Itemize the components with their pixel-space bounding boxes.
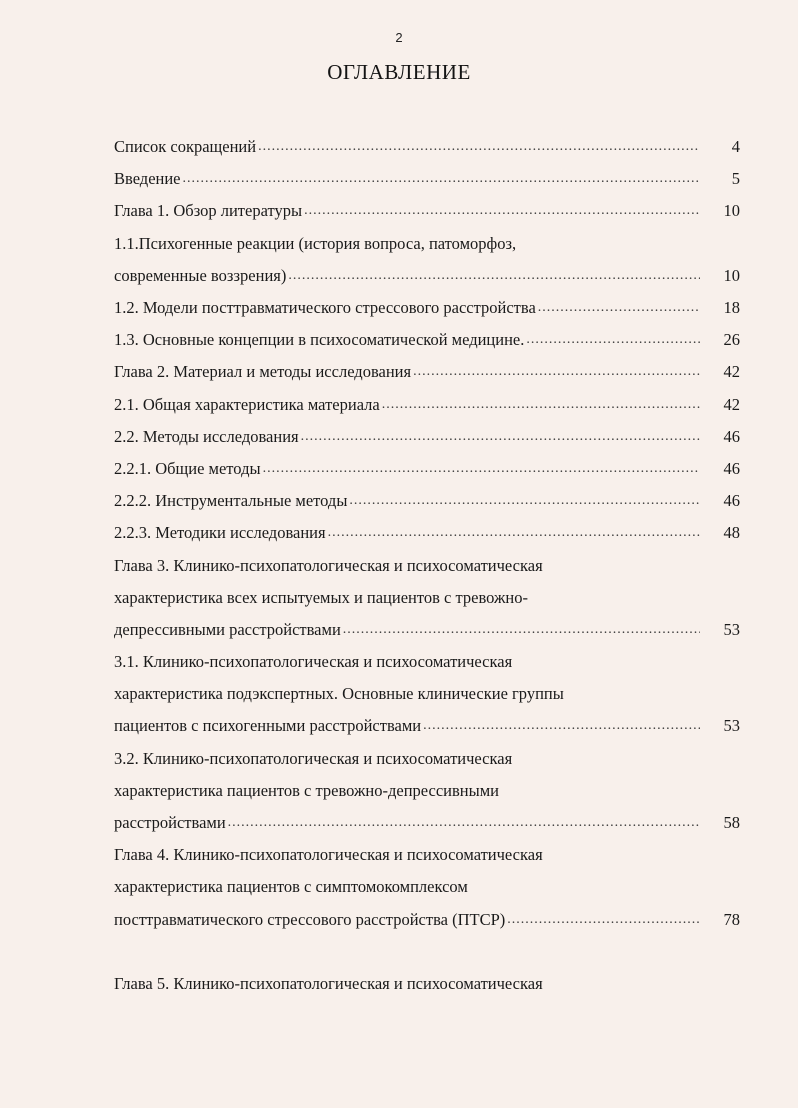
toc-entry-page: 18 (723, 298, 740, 318)
toc-entry-title: пациентов с психогенными расстройствами (114, 716, 422, 736)
toc-entry[interactable] (114, 582, 740, 614)
dot-leader (349, 489, 700, 509)
toc-entry-title: 2.2.3. Методики исследования (114, 523, 326, 543)
toc-entry-page: 78 (723, 909, 740, 929)
toc-entry-page: 46 (723, 458, 740, 478)
toc-entry-page: 4 (731, 137, 740, 157)
toc-entry-title: 3.2. Клинико-психопатологическая и психосоматическая (114, 748, 513, 768)
dot-leader (258, 135, 700, 155)
toc-entry-title: характеристика пациентов с тревожно-депрессивными (114, 780, 499, 800)
toc-entry[interactable] (114, 195, 740, 227)
dot-leader (288, 264, 700, 284)
dot-leader (183, 167, 700, 187)
toc-entry[interactable] (114, 871, 740, 903)
toc-entry[interactable] (114, 904, 740, 936)
toc-entry[interactable] (114, 163, 740, 195)
toc-entry-title: 2.1. Общая характеристика материала (114, 394, 380, 414)
toc-entry[interactable] (114, 614, 740, 646)
dot-leader (304, 199, 700, 219)
dot-leader (228, 811, 700, 831)
toc-entry[interactable] (114, 324, 740, 356)
toc-entry[interactable] (114, 710, 740, 742)
toc-entry[interactable] (114, 260, 740, 292)
toc-entry[interactable] (114, 356, 740, 388)
toc-entry[interactable] (114, 743, 740, 775)
toc-entry-page: 58 (723, 813, 740, 833)
toc-entry-title: депрессивными расстройствами (114, 619, 341, 639)
toc-entry-title: 2.2. Методы исследования (114, 426, 299, 446)
toc-entry-page: 10 (723, 265, 740, 285)
toc-entry-title: Введение (114, 169, 181, 189)
toc-entry[interactable] (114, 389, 740, 421)
toc-entry-title: Список сокращений (114, 137, 257, 157)
dot-leader (538, 296, 700, 316)
toc-entry-title: посттравматического стрессового расстройства (ПТСР) (114, 909, 506, 929)
dot-leader (328, 521, 700, 541)
toc-entry-page: 5 (731, 169, 740, 189)
toc-entry-page: 42 (723, 394, 740, 414)
toc-gap (114, 936, 740, 968)
toc-entry-title: Глава 4. Клинико-психопатологическая и психосоматическая (114, 845, 543, 865)
toc-entry-title: характеристика всех испытуемых и пациентов с тревожно- (114, 587, 528, 607)
toc-entry[interactable] (114, 228, 740, 260)
toc-entry[interactable] (114, 968, 740, 1000)
dot-leader (301, 425, 700, 445)
dot-leader (413, 360, 700, 380)
toc-entry-title: характеристика подэкспертных. Основные клинические группы (114, 684, 564, 704)
dot-leader (263, 457, 700, 477)
toc-entry-title: 1.1.Психогенные реакции (история вопроса, патоморфоз, (114, 233, 517, 253)
toc-entry-title: расстройствами (114, 813, 226, 833)
toc-entry-title: характеристика пациентов с симптомокомплексом (114, 877, 468, 897)
dot-leader (423, 714, 700, 734)
toc-entry-page: 46 (723, 426, 740, 446)
toc-entry-page: 48 (723, 523, 740, 543)
page-number: 2 (395, 30, 403, 45)
toc-entry[interactable] (114, 517, 740, 549)
toc-entry-title: 1.3. Основные концепции в психосоматической медицине. (114, 330, 525, 350)
toc-entry-title: 1.2. Модели посттравматического стрессового расстройства (114, 298, 536, 318)
toc-entry[interactable] (114, 131, 740, 163)
toc-entry[interactable] (114, 839, 740, 871)
toc-entry-page: 53 (723, 716, 740, 736)
toc-entry-page: 42 (723, 362, 740, 382)
toc-entry-page: 26 (723, 330, 740, 350)
toc-entry[interactable] (114, 421, 740, 453)
toc-entry-page: 46 (723, 491, 740, 511)
table-of-contents (114, 131, 740, 1000)
toc-entry-page: 10 (723, 201, 740, 221)
toc-entry-title: Глава 1. Обзор литературы (114, 201, 303, 221)
toc-entry-title: 3.1. Клинико-психопатологическая и психосоматическая (114, 652, 513, 672)
toc-entry-title: 2.2.1. Общие методы (114, 458, 261, 478)
toc-entry[interactable] (114, 775, 740, 807)
dot-leader (526, 328, 700, 348)
toc-entry[interactable] (114, 549, 740, 581)
toc-entry-title: Глава 3. Клинико-психопатологическая и психосоматическая (114, 555, 543, 575)
toc-entry[interactable] (114, 807, 740, 839)
dot-leader (382, 393, 700, 413)
toc-entry[interactable] (114, 453, 740, 485)
toc-entry-title: 2.2.2. Инструментальные методы (114, 491, 348, 511)
toc-entry-title: современные воззрения) (114, 265, 287, 285)
toc-entry-page: 53 (723, 619, 740, 639)
dot-leader (507, 908, 700, 928)
toc-entry[interactable] (114, 485, 740, 517)
toc-entry[interactable] (114, 678, 740, 710)
toc-entry[interactable] (114, 646, 740, 678)
dot-leader (343, 618, 700, 638)
toc-entry[interactable] (114, 292, 740, 324)
page-title: ОГЛАВЛЕНИЕ (327, 60, 471, 84)
toc-entry-title: Глава 2. Материал и методы исследования (114, 362, 412, 382)
toc-entry-title: Глава 5. Клинико-психопатологическая и психосоматическая (114, 973, 543, 993)
